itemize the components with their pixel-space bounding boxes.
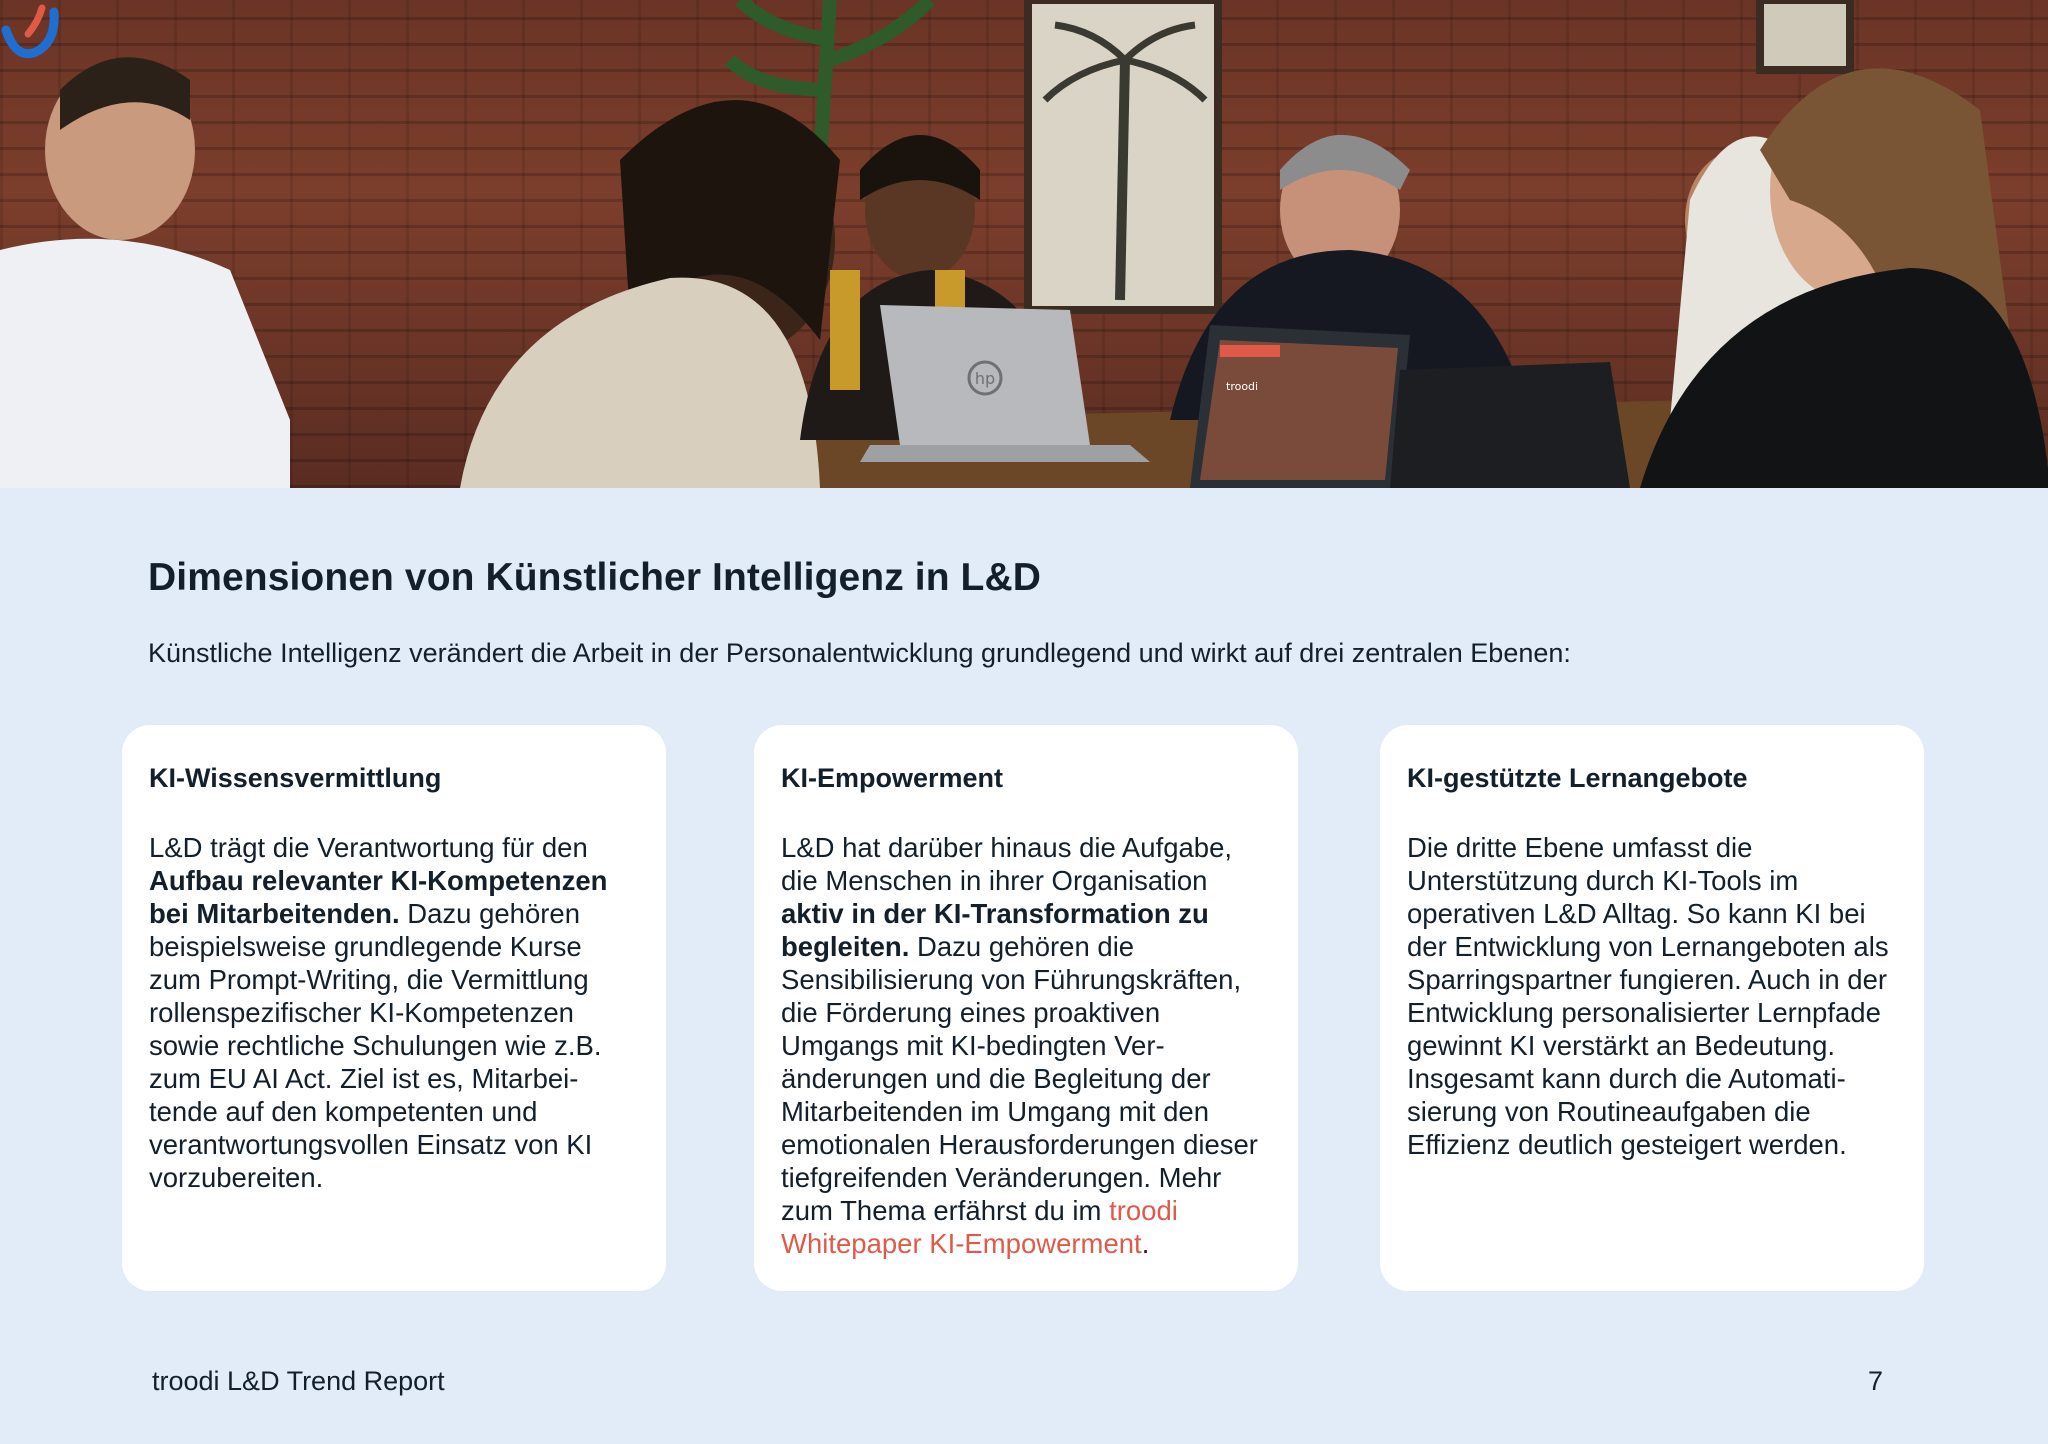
card-text: . xyxy=(1141,1228,1150,1259)
page-title: Dimensionen von Künstlicher Intelligenz in L&D xyxy=(148,556,1042,599)
card-ki-gestuetzte-lernangebote xyxy=(1380,725,1924,1291)
intro-text: Künstliche Intelligenz verändert die Arbeit in der Personalentwicklung grundlegend und wirkt auf drei zentralen Ebenen: xyxy=(148,638,1571,668)
card-bold-text: aktiv in der KI-Transformation zu begleiten. xyxy=(781,898,1209,962)
team-meeting-photo xyxy=(0,0,2048,488)
card-title: KI-Wissensvermittlung xyxy=(149,763,442,793)
footer-report-title: troodi L&D Trend Report xyxy=(152,1366,445,1396)
hero-photo xyxy=(0,0,2048,488)
card-title: KI-Empowerment xyxy=(781,763,1004,793)
page-number: 7 xyxy=(1868,1366,1884,1396)
card-body xyxy=(781,831,1270,1260)
laptop-screen-brand: troodi xyxy=(1226,380,1259,393)
card-body xyxy=(149,831,638,1194)
whitepaper-link[interactable]: troodi Whitepaper KI-Empowerment xyxy=(781,1195,1178,1259)
card-text: Dazu gehören die Sensibilisierung von Führungskräften, die Förderung eines proaktiven Umgangs mit KI-bedingten Veränderungen und die Begleitung der Mitarbeitenden im Umgang mit den emotionalen Herausforderungen dieser tiefgreifenden Veränderungen. Mehr zum Thema erfährst du im xyxy=(781,931,1258,1226)
card-bold-text: Aufbau relevanter KI-Kompetenzen bei Mitarbeitenden. xyxy=(149,865,608,929)
card-ki-wissensvermittlung xyxy=(122,725,666,1291)
card-ki-empowerment xyxy=(754,725,1298,1291)
card-title: KI-gestützte Lernangebote xyxy=(1407,763,1748,793)
card-text: Dazu gehören beispielsweise grundlegende Kurse zum Prompt-Writing, die Vermittlung rollenspezifischer KI-Kompetenzen sowie rechtliche Schulungen wie z.B. zum EU AI Act. Ziel ist es, Mitarbeitende auf den kompetenten und verantwortungsvollen Einsatz von KI vorzubereiten. xyxy=(149,898,602,1193)
card-text: L&D hat darüber hinaus die Aufgabe, die Menschen in ihrer Organisation xyxy=(781,832,1233,896)
laptop-brand-label: hp xyxy=(974,369,996,388)
card-body xyxy=(1407,831,1896,1161)
card-text: Die dritte Ebene umfasst die Unterstützung durch KI-Tools im operativen L&D Alltag. So kann KI bei der Entwicklung von Lernangeboten als Sparringspartner fungieren. Auch in der Entwicklung personalisierter Lernpfade gewinnt KI verstärkt an Bedeutung. Insgesamt kann durch die Automatisierung von Routineaufgaben die Effizienz deutlich gesteigert werden. xyxy=(1407,832,1889,1160)
card-text: L&D trägt die Verantwortung für den xyxy=(149,832,588,863)
troodi-logo-icon xyxy=(0,0,60,70)
